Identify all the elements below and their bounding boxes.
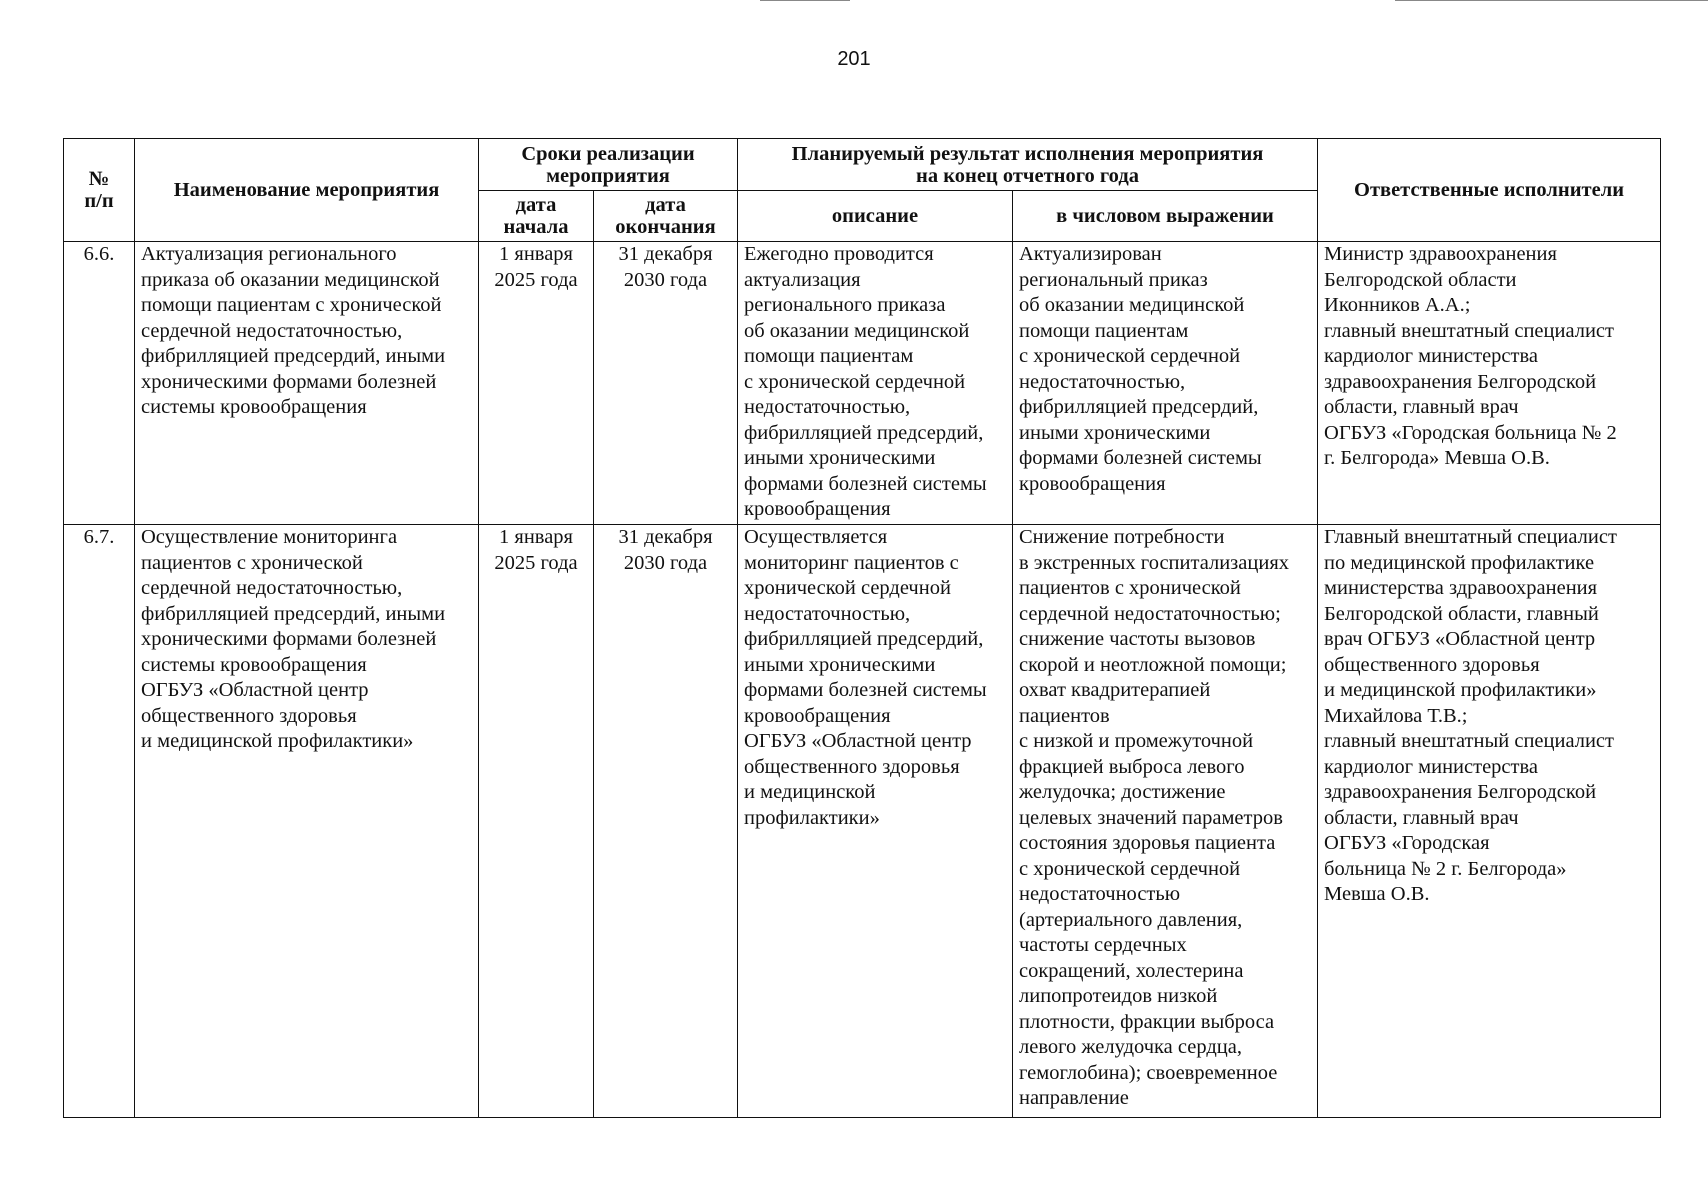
row-responsible: Министр здравоохранения Белгородской области Иконников А.А.; главный внештатный специалист кардиолог министерства здравоохранения Белгородской области, главный врач ОГБУЗ «Городская больница № 2 г. Белгорода» Мевша О.В.: [1318, 242, 1661, 525]
row-name: Актуализация регионального приказа об оказании медицинской помощи пациентам с хронической сердечной недостаточностью, фибрилляцией предсердий, иными хроническими формами болезней системы кровообращения: [135, 242, 479, 525]
row-description: Ежегодно проводится актуализация регионального приказа об оказании медицинской помощи пациентам с хронической сердечной недостаточностью, фибрилляцией предсердий, иными хроническими формами болезней системы кровообращения: [738, 242, 1013, 525]
row-description: Осуществляется мониторинг пациентов с хронической сердечной недостаточностью, фибрилляцией предсердий, иными хроническими формами болезней системы кровообращения ОГБУЗ «Областной центр общественного здоровья и медицинской профилактики»: [738, 525, 1013, 1118]
header-start-date: дата начала: [479, 191, 594, 242]
row-num: 6.6.: [64, 242, 135, 525]
plan-table: [63, 138, 1661, 1118]
header-num: № п/п: [64, 139, 135, 242]
scan-mark: [760, 0, 850, 1]
header-numeric: в числовом выражении: [1013, 191, 1318, 242]
table-row: [64, 242, 1661, 525]
header-result: Планируемый результат исполнения мероприятия на конец отчетного года: [738, 139, 1318, 191]
row-start-date: 1 января 2025 года: [479, 242, 594, 525]
table-row: [64, 525, 1661, 1118]
header-name: Наименование мероприятия: [135, 139, 479, 242]
page-number: 201: [837, 48, 871, 70]
header-description: описание: [738, 191, 1013, 242]
row-end-date: 31 декабря 2030 года: [594, 242, 738, 525]
header-period: Сроки реализации мероприятия: [479, 139, 738, 191]
row-num: 6.7.: [64, 525, 135, 1118]
row-name: Осуществление мониторинга пациентов с хронической сердечной недостаточностью, фибрилляцией предсердий, иными хроническими формами болезней системы кровообращения ОГБУЗ «Областной центр общественного здоровья и медицинской профилактики»: [135, 525, 479, 1118]
row-numeric: Снижение потребности в экстренных госпитализациях пациентов с хронической сердечной недостаточностью; снижение частоты вызовов скорой и неотложной помощи; охват квадритерапией пациентов с низкой и промежуточной фракцией выброса левого желудочка; достижение целевых значений параметров состояния здоровья пациента с хронической сердечной недостаточностью (артериального давления, частоты сердечных сокращений, холестерина липопротеидов низкой плотности, фракции выброса левого желудочка сердца, гемоглобина); своевременное направление: [1013, 525, 1318, 1118]
header-row: [64, 139, 1661, 191]
header-responsible: Ответственные исполнители: [1318, 139, 1661, 242]
row-numeric: Актуализирован региональный приказ об оказании медицинской помощи пациентам с хронической сердечной недостаточностью, фибрилляцией предсердий, иными хроническими формами болезней системы кровообращения: [1013, 242, 1318, 525]
header-end-date: дата окончания: [594, 191, 738, 242]
row-responsible: Главный внештатный специалист по медицинской профилактике министерства здравоохранения Белгородской области, главный врач ОГБУЗ «Областной центр общественного здоровья и медицинской профилактики» Михайлова Т.В.; главный внештатный специалист кардиолог министерства здравоохранения Белгородской области, главный врач ОГБУЗ «Городская больница № 2 г. Белгорода» Мевша О.В.: [1318, 525, 1661, 1118]
row-end-date: 31 декабря 2030 года: [594, 525, 738, 1118]
row-start-date: 1 января 2025 года: [479, 525, 594, 1118]
scan-mark: [1395, 0, 1708, 1]
